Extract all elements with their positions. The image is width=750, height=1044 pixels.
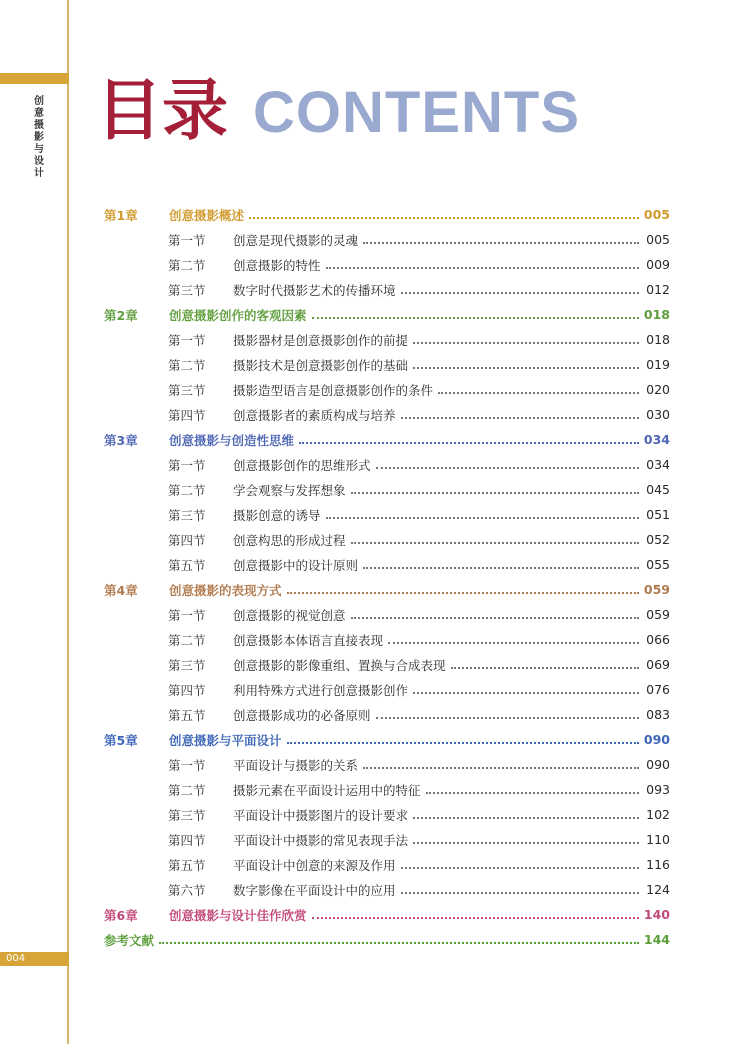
page-ref: 055	[646, 557, 670, 572]
page-ref: 018	[643, 307, 670, 322]
section-number: 第三节	[168, 382, 206, 398]
section-title: 数字影像在平面设计中的应用	[233, 882, 396, 898]
page-ref: 012	[646, 282, 670, 297]
toc-chapter-row[interactable]	[104, 427, 670, 452]
leader-dots	[363, 242, 639, 244]
page-ref: 009	[646, 257, 670, 272]
section-number: 第三节	[168, 507, 206, 523]
toc-section-row[interactable]	[104, 327, 670, 352]
chapter-title: 创意摄影与创造性思维	[169, 432, 295, 448]
leader-dots	[388, 642, 639, 644]
section-title: 创意摄影者的素质构成与培养	[233, 407, 396, 423]
leader-dots	[401, 417, 639, 419]
section-number: 第一节	[168, 607, 206, 623]
leader-dots	[159, 942, 639, 944]
toc-chapter-row[interactable]	[104, 902, 670, 927]
page-ref: 110	[646, 832, 670, 847]
toc-section-row[interactable]	[104, 627, 670, 652]
section-title: 利用特殊方式进行创意摄影创作	[233, 682, 409, 698]
section-title: 平面设计中摄影的常见表现手法	[233, 832, 409, 848]
page-ref: 140	[643, 907, 670, 922]
section-title: 创意摄影的特性	[233, 257, 321, 273]
table-of-contents	[104, 202, 670, 952]
section-title: 摄影创意的诱导	[233, 507, 321, 523]
toc-section-row[interactable]	[104, 702, 670, 727]
section-number: 第一节	[168, 232, 206, 248]
chapter-number: 第6章	[104, 907, 138, 923]
section-title: 摄影技术是创意摄影创作的基础	[233, 357, 409, 373]
page-ref: 005	[646, 232, 670, 247]
chapter-number: 第1章	[104, 207, 138, 223]
page-ref: 059	[643, 582, 670, 597]
page-ref: 018	[646, 332, 670, 347]
toc-section-row[interactable]	[104, 502, 670, 527]
leader-dots	[351, 542, 639, 544]
leader-dots	[312, 917, 639, 919]
page-ref: 090	[643, 732, 670, 747]
toc-section-row[interactable]	[104, 377, 670, 402]
page-number: 004	[0, 952, 69, 966]
section-title: 摄影器材是创意摄影创作的前提	[233, 332, 409, 348]
section-number: 第五节	[168, 707, 206, 723]
section-number: 第一节	[168, 457, 206, 473]
section-title: 平面设计中创意的来源及作用	[233, 857, 396, 873]
section-number: 第二节	[168, 257, 206, 273]
section-number: 第二节	[168, 782, 206, 798]
section-number: 第四节	[168, 832, 206, 848]
leader-dots	[413, 342, 639, 344]
page-ref: 144	[643, 932, 670, 947]
section-number: 第四节	[168, 682, 206, 698]
leader-dots	[326, 267, 639, 269]
section-number: 第一节	[168, 332, 206, 348]
section-title: 平面设计中摄影图片的设计要求	[233, 807, 409, 823]
leader-dots	[401, 892, 639, 894]
toc-section-row[interactable]	[104, 352, 670, 377]
section-number: 第三节	[168, 657, 206, 673]
page-ref: 052	[646, 532, 670, 547]
toc-section-row[interactable]	[104, 877, 670, 902]
page-ref: 116	[646, 857, 670, 872]
toc-section-row[interactable]	[104, 752, 670, 777]
section-title: 创意摄影中的设计原则	[233, 557, 359, 573]
toc-section-row[interactable]	[104, 402, 670, 427]
toc-section-row[interactable]	[104, 277, 670, 302]
toc-section-row[interactable]	[104, 227, 670, 252]
page-ref: 030	[646, 407, 670, 422]
page-ref: 102	[646, 807, 670, 822]
section-number: 第一节	[168, 757, 206, 773]
chapter-number: 第5章	[104, 732, 138, 748]
section-title: 创意是现代摄影的灵魂	[233, 232, 359, 248]
page-ref: 051	[646, 507, 670, 522]
section-number: 第六节	[168, 882, 206, 898]
chapter-title: 创意摄影与设计佳作欣赏	[169, 907, 307, 923]
page-ref: 045	[646, 482, 670, 497]
leader-dots	[413, 367, 639, 369]
section-title: 学会观察与发挥想象	[233, 482, 346, 498]
section-title: 创意构思的形成过程	[233, 532, 346, 548]
toc-chapter-row[interactable]	[104, 302, 670, 327]
page-ref: 083	[646, 707, 670, 722]
toc-section-row[interactable]	[104, 477, 670, 502]
section-title: 创意摄影的视觉创意	[233, 607, 346, 623]
section-title: 摄影造型语言是创意摄影创作的条件	[233, 382, 434, 398]
leader-dots	[426, 792, 639, 794]
toc-references-row[interactable]	[104, 927, 670, 952]
toc-section-row[interactable]	[104, 527, 670, 552]
toc-chapter-row[interactable]	[104, 577, 670, 602]
chapter-number: 第2章	[104, 307, 138, 323]
section-title: 创意摄影成功的必备原则	[233, 707, 371, 723]
margin-rule	[67, 0, 69, 1044]
header-tab	[0, 73, 69, 84]
leader-dots	[451, 667, 639, 669]
leader-dots	[376, 717, 639, 719]
page-ref: 093	[646, 782, 670, 797]
leader-dots	[438, 392, 639, 394]
leader-dots	[401, 867, 639, 869]
leader-dots	[249, 217, 639, 219]
leader-dots	[413, 817, 639, 819]
section-title: 创意摄影的影像重组、置换与合成表现	[233, 657, 446, 673]
leader-dots	[287, 742, 639, 744]
section-number: 第三节	[168, 807, 206, 823]
section-title: 数字时代摄影艺术的传播环境	[233, 282, 396, 298]
toc-chapter-row[interactable]	[104, 202, 670, 227]
section-number: 第二节	[168, 482, 206, 498]
section-title: 平面设计与摄影的关系	[233, 757, 359, 773]
leader-dots	[351, 617, 639, 619]
references-title: 参考文献	[104, 932, 155, 948]
page-ref: 059	[646, 607, 670, 622]
toc-section-row[interactable]	[104, 652, 670, 677]
section-number: 第二节	[168, 632, 206, 648]
section-title: 创意摄影本体语言直接表现	[233, 632, 384, 648]
chapter-title: 创意摄影概述	[169, 207, 245, 223]
leader-dots	[401, 292, 639, 294]
page-ref: 034	[643, 432, 670, 447]
page-ref: 019	[646, 357, 670, 372]
page-ref: 090	[646, 757, 670, 772]
toc-section-row[interactable]	[104, 452, 670, 477]
leader-dots	[363, 767, 639, 769]
heading-chinese: 目录	[96, 71, 228, 149]
section-number: 第三节	[168, 282, 206, 298]
section-title: 创意摄影创作的思维形式	[233, 457, 371, 473]
page-ref: 066	[646, 632, 670, 647]
section-number: 第四节	[168, 407, 206, 423]
toc-section-row[interactable]	[104, 777, 670, 802]
side-running-title: 创意摄影与设计	[34, 96, 44, 179]
leader-dots	[413, 842, 639, 844]
heading-english: CONTENTS	[253, 80, 580, 145]
leader-dots	[287, 592, 639, 594]
chapter-title: 创意摄影的表现方式	[169, 582, 282, 598]
section-number: 第五节	[168, 557, 206, 573]
leader-dots	[326, 517, 639, 519]
leader-dots	[376, 467, 639, 469]
section-number: 第二节	[168, 357, 206, 373]
chapter-number: 第4章	[104, 582, 138, 598]
toc-section-row[interactable]	[104, 552, 670, 577]
page-ref: 034	[646, 457, 670, 472]
leader-dots	[299, 442, 639, 444]
toc-section-row[interactable]	[104, 602, 670, 627]
toc-section-row[interactable]	[104, 802, 670, 827]
leader-dots	[413, 692, 639, 694]
page-ref: 020	[646, 382, 670, 397]
section-number: 第五节	[168, 857, 206, 873]
leader-dots	[351, 492, 639, 494]
toc-chapter-row[interactable]	[104, 727, 670, 752]
chapter-number: 第3章	[104, 432, 138, 448]
toc-section-row[interactable]	[104, 677, 670, 702]
section-number: 第四节	[168, 532, 206, 548]
page-ref: 124	[646, 882, 670, 897]
leader-dots	[363, 567, 639, 569]
page-ref: 005	[643, 207, 670, 222]
section-title: 摄影元素在平面设计运用中的特征	[233, 782, 421, 798]
page-ref: 069	[646, 657, 670, 672]
page-ref: 076	[646, 682, 670, 697]
chapter-title: 创意摄影与平面设计	[169, 732, 282, 748]
chapter-title: 创意摄影创作的客观因素	[169, 307, 307, 323]
toc-section-row[interactable]	[104, 852, 670, 877]
toc-section-row[interactable]	[104, 252, 670, 277]
leader-dots	[312, 317, 639, 319]
toc-section-row[interactable]	[104, 827, 670, 852]
